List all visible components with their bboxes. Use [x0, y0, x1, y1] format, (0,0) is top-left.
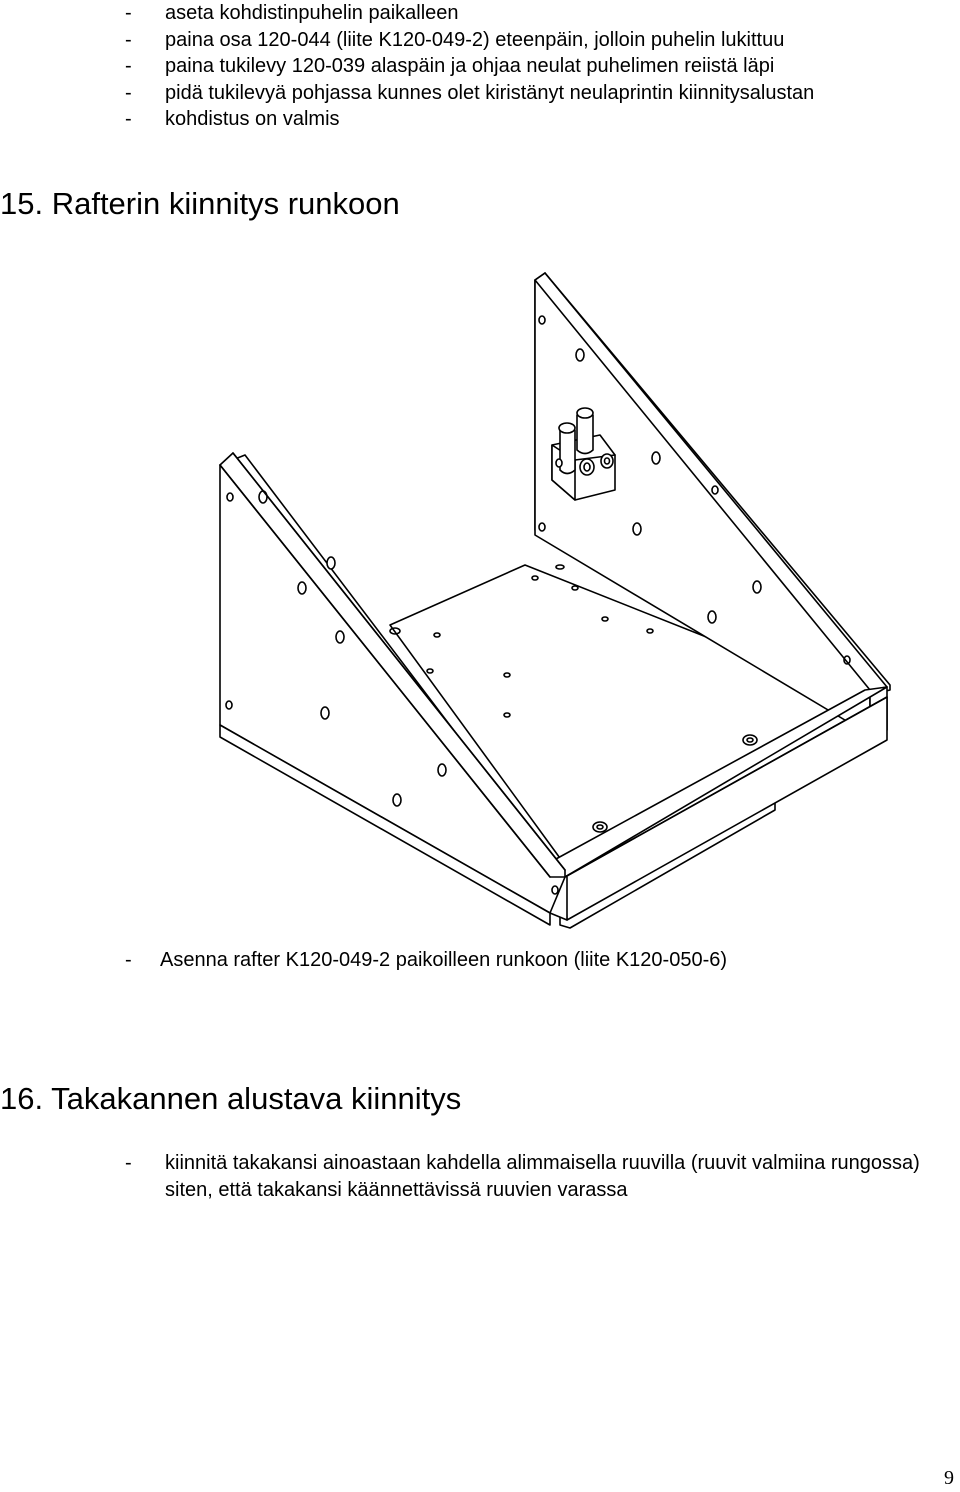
hole — [556, 565, 564, 569]
bolt-left-back — [327, 557, 335, 569]
list-item-text: aseta kohdistinpuhelin paikalleen — [165, 2, 459, 24]
list-item-text: Asenna rafter K120-049-2 paikoilleen runkoon (liite K120-050-6) — [160, 949, 728, 971]
list-item-text: paina tukilevy 120-039 alaspäin ja ohjaa neulat puhelimen reiistä läpi — [165, 55, 775, 77]
list-item — [125, 1150, 955, 1206]
page-number: 9 — [944, 1467, 954, 1489]
section-15-heading: 15. Rafterin kiinnitys runkoon — [0, 186, 400, 221]
rafter-frame-figure — [215, 265, 895, 937]
list-item — [125, 0, 955, 27]
section-16-step-list — [125, 1150, 955, 1206]
list-item — [125, 53, 955, 80]
list-bullet: - — [125, 108, 132, 130]
list-bullet: - — [125, 2, 132, 24]
list-bullet: - — [125, 1152, 132, 1174]
intro-step-list — [125, 0, 955, 133]
list-bullet: - — [125, 55, 132, 77]
list-item — [125, 27, 955, 54]
list-item — [125, 80, 955, 107]
section-16-heading: 16. Takakannen alustava kiinnitys — [0, 1081, 462, 1116]
list-bullet: - — [125, 28, 132, 51]
list-bullet: - — [125, 949, 132, 971]
list-item-text: paina osa 120-044 (liite K120-049-2) eteenpäin, jolloin puhelin lukittuu — [165, 28, 785, 51]
bolt-left-rail — [593, 822, 607, 832]
list-item-text: pidä tukilevyä pohjassa kunnes olet kiristänyt neulaprintin kiinnitysalustan — [165, 81, 815, 104]
list-item-text: kiinnitä takakansi ainoastaan kahdella alimmaisella ruuvilla (ruuvit valmiina rungossa) siten, että takakansi käännettävissä ruuvien varassa — [165, 1152, 920, 1201]
list-bullet: - — [125, 81, 132, 104]
list-item-text: kohdistus on valmis — [165, 108, 340, 130]
list-item — [125, 106, 955, 133]
bolt-right-rail — [743, 735, 757, 745]
